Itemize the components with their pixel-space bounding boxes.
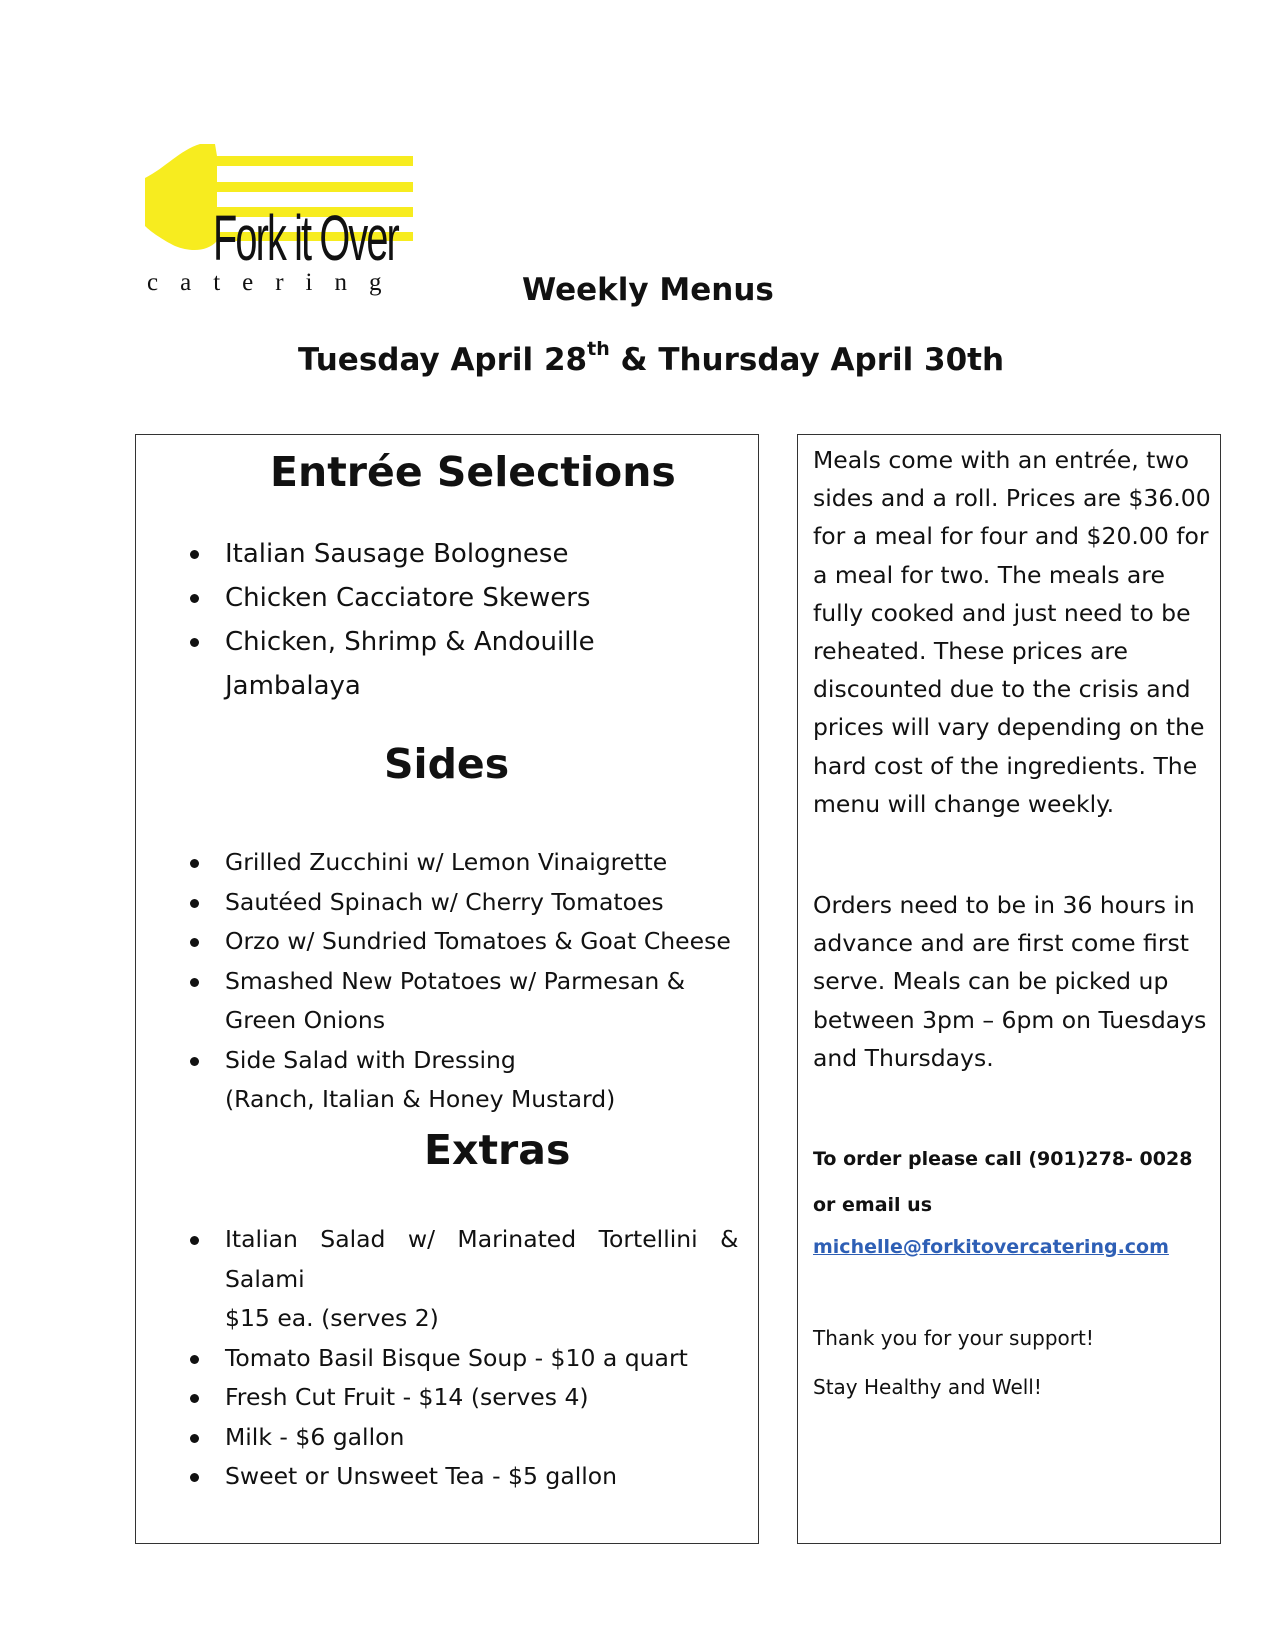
list-item-continued: Jambalaya bbox=[225, 671, 361, 701]
list-item: Smashed New Potatoes w/ Parmesan & bbox=[135, 962, 731, 1002]
list-item-continued: Green Onions bbox=[225, 1006, 386, 1034]
company-logo bbox=[145, 140, 435, 310]
list-item: Milk - $6 gallon bbox=[135, 1418, 738, 1458]
order-email-label: or email us bbox=[813, 1194, 933, 1216]
email-link[interactable]: michelle@forkitovercatering.com bbox=[813, 1236, 1169, 1258]
entrees-title: Entrée Selections bbox=[270, 448, 676, 496]
list-item: Sautéed Spinach w/ Cherry Tomatoes bbox=[135, 883, 731, 923]
logo-tagline: catering bbox=[147, 269, 404, 296]
order-phone: To order please call (901)278- 0028 bbox=[813, 1148, 1193, 1170]
extras-list bbox=[135, 1220, 738, 1497]
dates-post: & Thursday April 30th bbox=[609, 342, 1005, 378]
pricing-info: Meals come with an entrée, two sides and a roll. Prices are $36.00 for a meal for four and $20.00 for a meal for two. The meals are fully cooked and just need to be reheated. These prices are discounted due to the crisis and prices will vary depending on the hard cost of the ingredients. The menu will change weekly. bbox=[813, 446, 1211, 818]
list-item-continued: $15 ea. (serves 2) bbox=[225, 1304, 439, 1332]
list-item: Side Salad with Dressing bbox=[135, 1041, 731, 1081]
list-item: Chicken Cacciatore Skewers bbox=[135, 576, 595, 620]
sides-list bbox=[135, 843, 731, 1120]
list-item: Orzo w/ Sundried Tomatoes & Goat Cheese bbox=[135, 922, 731, 962]
extras-title: Extras bbox=[424, 1126, 571, 1174]
list-item: Chicken, Shrimp & Andouille bbox=[135, 620, 595, 664]
list-item: Sweet or Unsweet Tea - $5 gallon bbox=[135, 1457, 738, 1497]
list-item-continued: (Ranch, Italian & Honey Mustard) bbox=[225, 1085, 616, 1113]
list-item-continued: Salami bbox=[225, 1264, 305, 1293]
ordering-info: Orders need to be in 36 hours in advance and are first come first serve. Meals can be picked up between 3pm – 6pm on Tuesdays and Thursdays. bbox=[813, 891, 1207, 1072]
menu-dates bbox=[298, 338, 1005, 378]
list-item: Grilled Zucchini w/ Lemon Vinaigrette bbox=[135, 843, 731, 883]
list-item: Italian Sausage Bolognese bbox=[135, 532, 595, 576]
entrees-list bbox=[135, 532, 595, 708]
page-title: Weekly Menus bbox=[522, 272, 774, 308]
dates-pre: Tuesday April 28 bbox=[298, 342, 588, 378]
dates-superscript: th bbox=[587, 338, 610, 360]
list-item: Fresh Cut Fruit - $14 (serves 4) bbox=[135, 1378, 738, 1418]
closing-text: Stay Healthy and Well! bbox=[813, 1375, 1042, 1399]
thank-you-text: Thank you for your support! bbox=[813, 1326, 1094, 1350]
list-item: Tomato Basil Bisque Soup - $10 a quart bbox=[135, 1339, 738, 1379]
logo-name: Fork it Over bbox=[213, 202, 398, 274]
sides-title: Sides bbox=[384, 740, 510, 788]
list-item: Italian Salad w/ Marinated Tortellini & bbox=[135, 1220, 738, 1260]
